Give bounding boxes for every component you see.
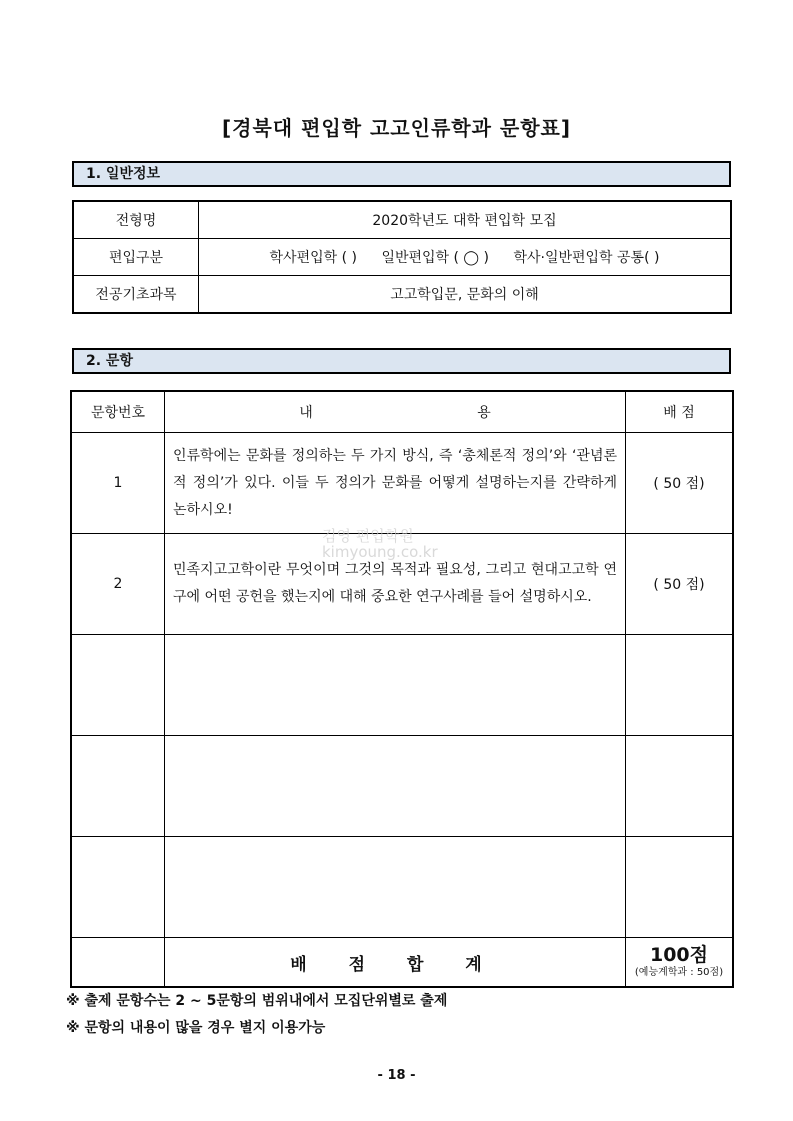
question-text: 인류학에는 문화를 정의하는 두 가지 방식, 즉 ‘총체론적 정의’와 ‘관념론적 정의’가 있다. 이들 두 정의가 문화를 어떻게 설명하는지를 간략하게 논하시오! <box>165 433 626 534</box>
general-info-table <box>72 200 732 314</box>
section-questions-heading: 2. 문항 <box>72 348 731 374</box>
total-row <box>71 938 733 988</box>
table-row-empty <box>71 635 733 736</box>
question-number-header: 문항번호 <box>71 391 165 433</box>
question-score: ( 50 점) <box>626 433 734 534</box>
section-general-info-heading: 1. 일반정보 <box>72 161 731 187</box>
subject-label: 전공기초과목 <box>73 276 199 314</box>
exam-type-label: 전형명 <box>73 201 199 239</box>
table-row-empty <box>71 837 733 938</box>
note-extra-sheet: ※ 문항의 내용이 많을 경우 별지 이용가능 <box>66 1020 326 1036</box>
question-number: 1 <box>71 433 165 534</box>
total-note: (예능계학과 : 50점) <box>634 967 724 978</box>
table-row <box>71 433 733 534</box>
total-label: 배 점 합 계 <box>165 938 626 988</box>
transfer-type-label: 편입구분 <box>73 239 199 276</box>
question-number: 2 <box>71 534 165 635</box>
content-header: 내 용 <box>165 391 626 433</box>
transfer-option-general: 일반편입학 ( ◯ ) <box>381 250 489 266</box>
question-text: 민족지고고학이란 무엇이며 그것의 목적과 필요성, 그리고 현대고고학 연구에 어떤 공헌을 했는지에 대해 중요한 연구사례를 들어 설명하시오. <box>165 534 626 635</box>
table-row <box>73 276 731 314</box>
watermark-line: 김영 편입학원 <box>322 527 414 545</box>
watermark-line: kimyoung.co.kr <box>322 543 438 561</box>
transfer-option-bachelor: 학사편입학 ( ) <box>269 250 357 266</box>
page-number: - 18 - <box>377 1068 416 1083</box>
note-question-count: ※ 출제 문항수는 2 ~ 5문항의 범위내에서 모집단위별로 출제 <box>66 993 448 1009</box>
total-score: 100점 <box>649 944 708 966</box>
question-score: ( 50 점) <box>626 534 734 635</box>
page-title: [경북대 편입학 고고인류학과 문항표] <box>222 116 571 140</box>
transfer-option-common: 학사·일반편입학 공통( ) <box>513 250 660 266</box>
transfer-type-options <box>199 239 732 276</box>
score-header: 배 점 <box>626 391 734 433</box>
watermark <box>322 528 438 560</box>
table-row <box>73 239 731 276</box>
exam-type-value: 2020학년도 대학 편입학 모집 <box>199 201 732 239</box>
table-header-row <box>71 391 733 433</box>
table-row <box>73 201 731 239</box>
questions-table <box>70 390 734 988</box>
total-cell <box>626 938 734 988</box>
table-row-empty <box>71 736 733 837</box>
subject-value: 고고학입문, 문화의 이해 <box>199 276 732 314</box>
